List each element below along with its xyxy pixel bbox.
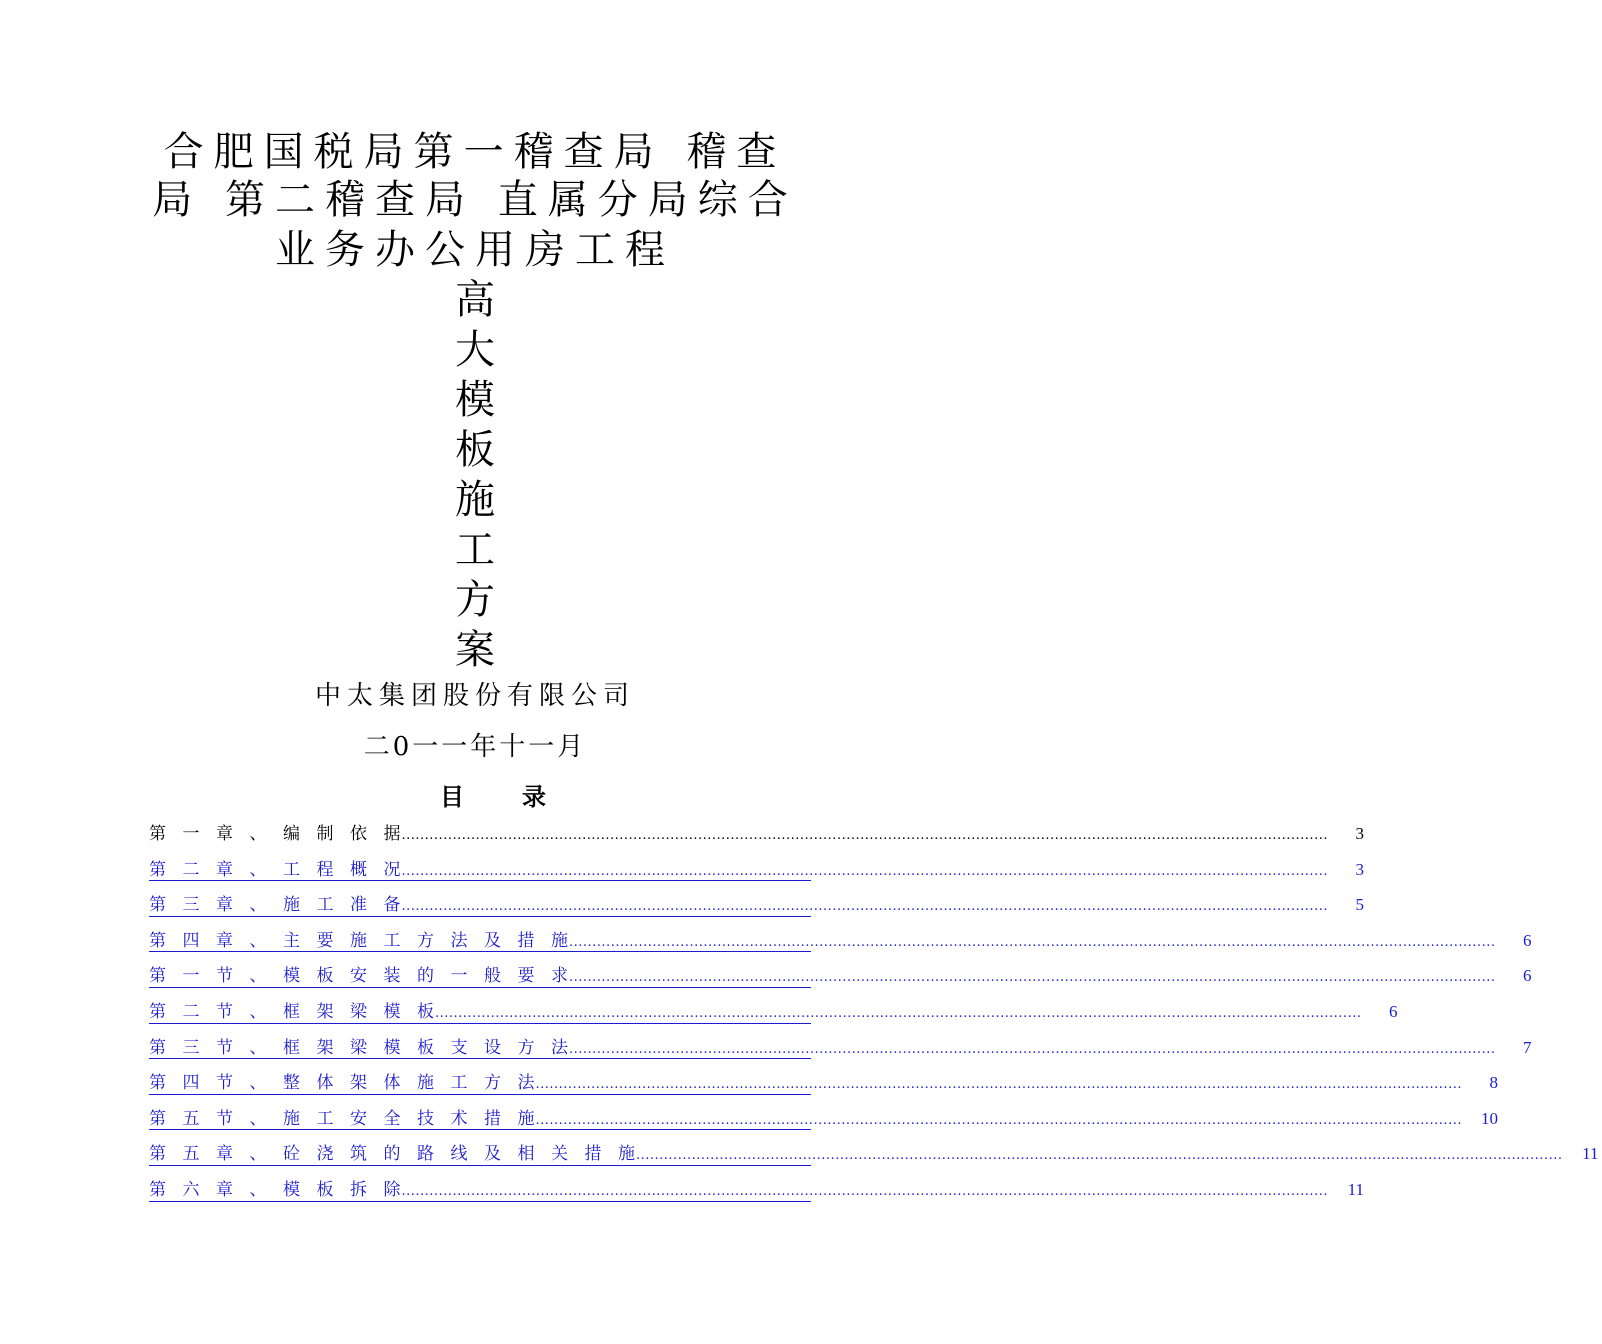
toc-leader-dots: ........................................................................................................................................................................................................ — [569, 1041, 1496, 1057]
toc-leader-dots: ........................................................................................................................................................................................................ — [435, 1005, 1362, 1021]
toc-link-underline — [149, 880, 811, 881]
title-vertical-char: 施 — [455, 477, 495, 523]
toc-entry-page: 10 — [1480, 1108, 1498, 1128]
toc-link-underline — [149, 1165, 811, 1166]
toc-leader-dots: ........................................................................................................................................................................................................ — [535, 1077, 1462, 1093]
toc-heading-part2: 录 — [522, 783, 546, 811]
toc-entry[interactable] — [149, 1030, 1532, 1066]
toc-link-underline — [149, 916, 811, 917]
title-vertical-char: 板 — [455, 427, 495, 473]
toc-link-underline — [149, 1058, 811, 1059]
toc-entry[interactable] — [149, 1065, 1498, 1101]
toc-entry-label: 第 二 章 、 工 程 概 况 — [149, 859, 401, 880]
toc-link-underline — [149, 1094, 811, 1095]
title-vertical-char: 大 — [455, 327, 495, 373]
toc-entry-label: 第 二 节 、 框 架 梁 模 板 — [149, 1001, 434, 1022]
toc-entry-label: 第 六 章 、 模 板 拆 除 — [149, 1179, 401, 1200]
toc-entry-page: 3 — [1355, 824, 1364, 843]
toc-leader-dots: ........................................................................................................................................................................................................ — [401, 1183, 1328, 1199]
toc-link-underline — [149, 951, 811, 952]
toc-leader-dots: ........................................................................................................................................................................................................ — [401, 863, 1328, 879]
toc-link-underline — [149, 1201, 811, 1202]
title-vertical-char: 案 — [455, 627, 495, 673]
toc-entry-page: 8 — [1489, 1073, 1498, 1093]
toc-entry-label: 第 一 章 、 编 制 依 据 — [149, 824, 401, 844]
toc-entry[interactable] — [149, 1101, 1498, 1137]
toc-entry[interactable] — [149, 1172, 1364, 1208]
toc-entry-label: 第 五 章 、 砼 浇 筑 的 路 线 及 相 关 措 施 — [149, 1144, 635, 1165]
toc-entry-page: 11 — [1347, 1179, 1364, 1199]
toc-leader-dots: ........................................................................................................................................................................................................ — [569, 970, 1496, 986]
toc-entry-page: 3 — [1355, 859, 1364, 879]
toc-entry[interactable] — [149, 923, 1532, 959]
title-vertical-char: 方 — [455, 577, 495, 623]
toc-entry — [149, 816, 1364, 852]
toc-link-underline — [149, 987, 811, 988]
toc-link-underline — [149, 1023, 811, 1024]
company-name: 中太集团股份有限公司 — [314, 681, 635, 711]
title-line-1: 合肥国税局第一稽查局 稽查 — [163, 129, 787, 175]
toc-leader-dots: ........................................................................................................................................................................................................ — [401, 828, 1328, 843]
table-of-contents — [149, 816, 1599, 1208]
toc-entry-page: 6 — [1522, 930, 1532, 950]
toc-leader-dots: ........................................................................................................................................................................................................ — [636, 1148, 1563, 1164]
title-line-2: 局 第二稽查局 直属分局综合 — [152, 177, 798, 223]
toc-entry-page: 11 — [1582, 1144, 1599, 1164]
toc-heading-part1: 目 — [440, 783, 464, 811]
toc-entry[interactable] — [149, 887, 1364, 923]
title-line-3: 业务办公用房工程 — [275, 227, 675, 273]
title-vertical-char: 高 — [455, 277, 495, 323]
title-vertical-char: 模 — [455, 377, 495, 423]
title-vertical-char: 工 — [455, 527, 495, 573]
toc-leader-dots: ........................................................................................................................................................................................................ — [535, 1112, 1462, 1128]
toc-entry[interactable] — [149, 1136, 1599, 1172]
toc-entry-label: 第 四 章 、 主 要 施 工 方 法 及 措 施 — [149, 930, 568, 951]
toc-leader-dots: ........................................................................................................................................................................................................ — [569, 934, 1496, 950]
toc-entry-page: 6 — [1388, 1001, 1398, 1021]
toc-entry-label: 第 三 章 、 施 工 准 备 — [149, 895, 401, 916]
toc-leader-dots: ........................................................................................................................................................................................................ — [401, 899, 1328, 915]
toc-entry[interactable] — [149, 852, 1364, 888]
toc-entry[interactable] — [149, 958, 1532, 994]
toc-entry-label: 第 四 节 、 整 体 架 体 施 工 方 法 — [149, 1073, 535, 1094]
toc-link-underline — [149, 1129, 811, 1130]
toc-heading — [440, 780, 546, 814]
toc-entry-label: 第 三 节 、 框 架 梁 模 板 支 设 方 法 — [149, 1037, 568, 1058]
toc-entry-page: 5 — [1355, 895, 1364, 915]
toc-entry-label: 第 一 节 、 模 板 安 装 的 一 般 要 求 — [149, 966, 568, 987]
toc-entry[interactable] — [149, 994, 1398, 1030]
toc-entry-page: 7 — [1522, 1037, 1532, 1057]
document-date: 二0一一年十一月 — [363, 732, 587, 762]
toc-entry-page: 6 — [1522, 966, 1532, 986]
toc-entry-label: 第 五 节 、 施 工 安 全 技 术 措 施 — [149, 1108, 535, 1129]
